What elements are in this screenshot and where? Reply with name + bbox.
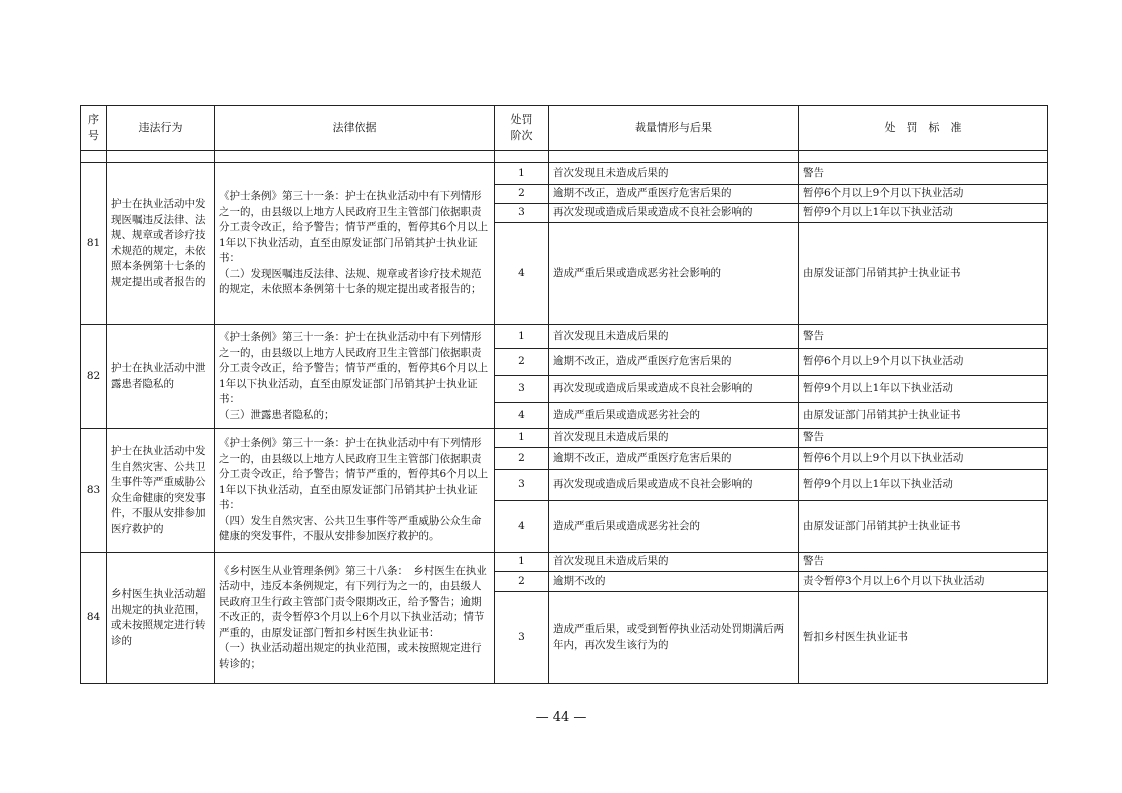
circumstance-cell: 造成严重后果或造成恶劣社会的 — [549, 403, 799, 429]
circumstance-cell: 逾期不改的 — [549, 572, 799, 592]
circumstance-cell: 造成严重后果或造成恶劣社会影响的 — [549, 223, 799, 325]
circumstance-cell: 逾期不改正，造成严重医疗危害后果的 — [549, 185, 799, 204]
legal-basis-cell: 《乡村医生从业管理条例》第三十八条： 乡村医生在执业活动中，违反本条例规定，有下列行为之一的，由县级人民政府卫生行政主管部门责令限期改正，给予警告；逾期不改正的，责令暂停3个月以上6个月以下执业活动；情节严重的，由原发证部门暂扣乡村医生执业证书： （一）执业活动超出规定的执业范围，或未按照规定进行转诊的； — [215, 553, 495, 684]
legal-basis-cell: 《护士条例》第三十一条：护士在执业活动中有下列情形之一的，由县级以上地方人民政府卫生主管部门依据职责分工责令改正，给予警告；情节严重的，暂停其6个月以上1年以下执业活动，直至由原发证部门吊销其护士执业证书： （二）发现医嘱违反法律、法规、规章或者诊疗技术规范的规定，未依照本条例第十七条的规定提出或者报告的； — [215, 163, 495, 325]
violation-cell: 护士在执业活动中发生自然灾害、公共卫生事件等严重威胁公众生命健康的突发事件，不服从安排参加医疗救护的 — [107, 429, 215, 553]
circumstance-cell: 首次发现且未造成后果的 — [549, 429, 799, 448]
penalty-tier: 3 — [495, 204, 549, 223]
header-circumstances: 裁量情形与后果 — [549, 106, 799, 151]
penalty-tier: 1 — [495, 325, 549, 349]
header-basis: 法律依据 — [215, 106, 495, 151]
legal-basis-cell: 《护士条例》第三十一条：护士在执业活动中有下列情形之一的，由县级以上地方人民政府卫生主管部门依据职责分工责令改正，给予警告；情节严重的，暂停其6个月以上1年以下执业活动，直至由原发证部门吊销其护士执业证书： （三）泄露患者隐私的； — [215, 325, 495, 429]
standard-cell: 警告 — [799, 325, 1048, 349]
table-row — [81, 163, 1048, 185]
penalty-tier: 3 — [495, 470, 549, 501]
standard-cell: 由原发证部门吊销其护士执业证书 — [799, 223, 1048, 325]
table-row — [81, 553, 1048, 572]
circumstance-cell: 逾期不改正，造成严重医疗危害后果的 — [549, 349, 799, 376]
standard-cell: 暂扣乡村医生执业证书 — [799, 592, 1048, 684]
standard-cell: 暂停6个月以上9个月以下执业活动 — [799, 185, 1048, 204]
standard-cell: 警告 — [799, 163, 1048, 185]
table-header-row — [81, 106, 1048, 151]
row-number: 81 — [81, 163, 107, 325]
penalty-tier: 1 — [495, 553, 549, 572]
circumstance-cell: 再次发现或造成后果或造成不良社会影响的 — [549, 204, 799, 223]
penalty-tier: 4 — [495, 223, 549, 325]
standard-cell: 暂停6个月以上9个月以下执业活动 — [799, 349, 1048, 376]
violation-cell: 护士在执业活动中发现医嘱违反法律、法规、规章或者诊疗技术规范的规定，未依照本条例第十七条的规定提出或者报告的 — [107, 163, 215, 325]
penalty-tier: 1 — [495, 429, 549, 448]
legal-basis-cell: 《护士条例》第三十一条：护士在执业活动中有下列情形之一的，由县级以上地方人民政府卫生主管部门依据职责分工责令改正，给予警告；情节严重的，暂停其6个月以上1年以下执业活动，直至由原发证部门吊销其护士执业证书： （四）发生自然灾害、公共卫生事件等严重威胁公众生命健康的突发事件，不服从安排参加医疗救护的。 — [215, 429, 495, 553]
spacer-row — [81, 151, 1048, 163]
row-number: 83 — [81, 429, 107, 553]
penalty-tier: 3 — [495, 592, 549, 684]
penalty-tier: 4 — [495, 501, 549, 553]
row-number: 84 — [81, 553, 107, 684]
penalty-tier: 4 — [495, 403, 549, 429]
header-act: 违法行为 — [107, 106, 215, 151]
table-row — [81, 325, 1048, 349]
standard-cell: 由原发证部门吊销其护士执业证书 — [799, 403, 1048, 429]
circumstance-cell: 再次发现或造成后果或造成不良社会影响的 — [549, 470, 799, 501]
standard-cell: 责令暂停3个月以上6个月以下执业活动 — [799, 572, 1048, 592]
header-times: 处罚 阶次 — [495, 106, 549, 151]
penalty-tier: 2 — [495, 572, 549, 592]
header-no: 序 号 — [81, 106, 107, 151]
circumstance-cell: 造成严重后果或造成恶劣社会的 — [549, 501, 799, 553]
circumstance-cell: 再次发现或造成后果或造成不良社会影响的 — [549, 376, 799, 403]
standard-cell: 暂停6个月以上9个月以下执业活动 — [799, 448, 1048, 470]
penalty-tier: 2 — [495, 448, 549, 470]
row-number: 82 — [81, 325, 107, 429]
violation-cell: 护士在执业活动中泄露患者隐私的 — [107, 325, 215, 429]
penalty-tier: 2 — [495, 349, 549, 376]
penalty-tier: 2 — [495, 185, 549, 204]
penalty-tier: 3 — [495, 376, 549, 403]
header-standard: 处 罚 标 准 — [799, 106, 1048, 151]
standard-cell: 警告 — [799, 429, 1048, 448]
standard-cell: 暂停9个月以上1年以下执业活动 — [799, 376, 1048, 403]
circumstance-cell: 逾期不改正，造成严重医疗危害后果的 — [549, 448, 799, 470]
standard-cell: 暂停9个月以上1年以下执业活动 — [799, 470, 1048, 501]
penalty-tier: 1 — [495, 163, 549, 185]
standard-cell: 警告 — [799, 553, 1048, 572]
standard-cell: 暂停9个月以上1年以下执业活动 — [799, 204, 1048, 223]
circumstance-cell: 造成严重后果，或受到暂停执业活动处罚期满后两年内，再次发生该行为的 — [549, 592, 799, 684]
standard-cell: 由原发证部门吊销其护士执业证书 — [799, 501, 1048, 553]
violation-cell: 乡村医生执业活动超出规定的执业范围，或未按照规定进行转诊的 — [107, 553, 215, 684]
page-number: — 44 — — [535, 710, 587, 725]
circumstance-cell: 首次发现且未造成后果的 — [549, 325, 799, 349]
penalty-standards-table — [80, 105, 1048, 684]
table-row — [81, 429, 1048, 448]
circumstance-cell: 首次发现且未造成后果的 — [549, 163, 799, 185]
circumstance-cell: 首次发现且未造成后果的 — [549, 553, 799, 572]
